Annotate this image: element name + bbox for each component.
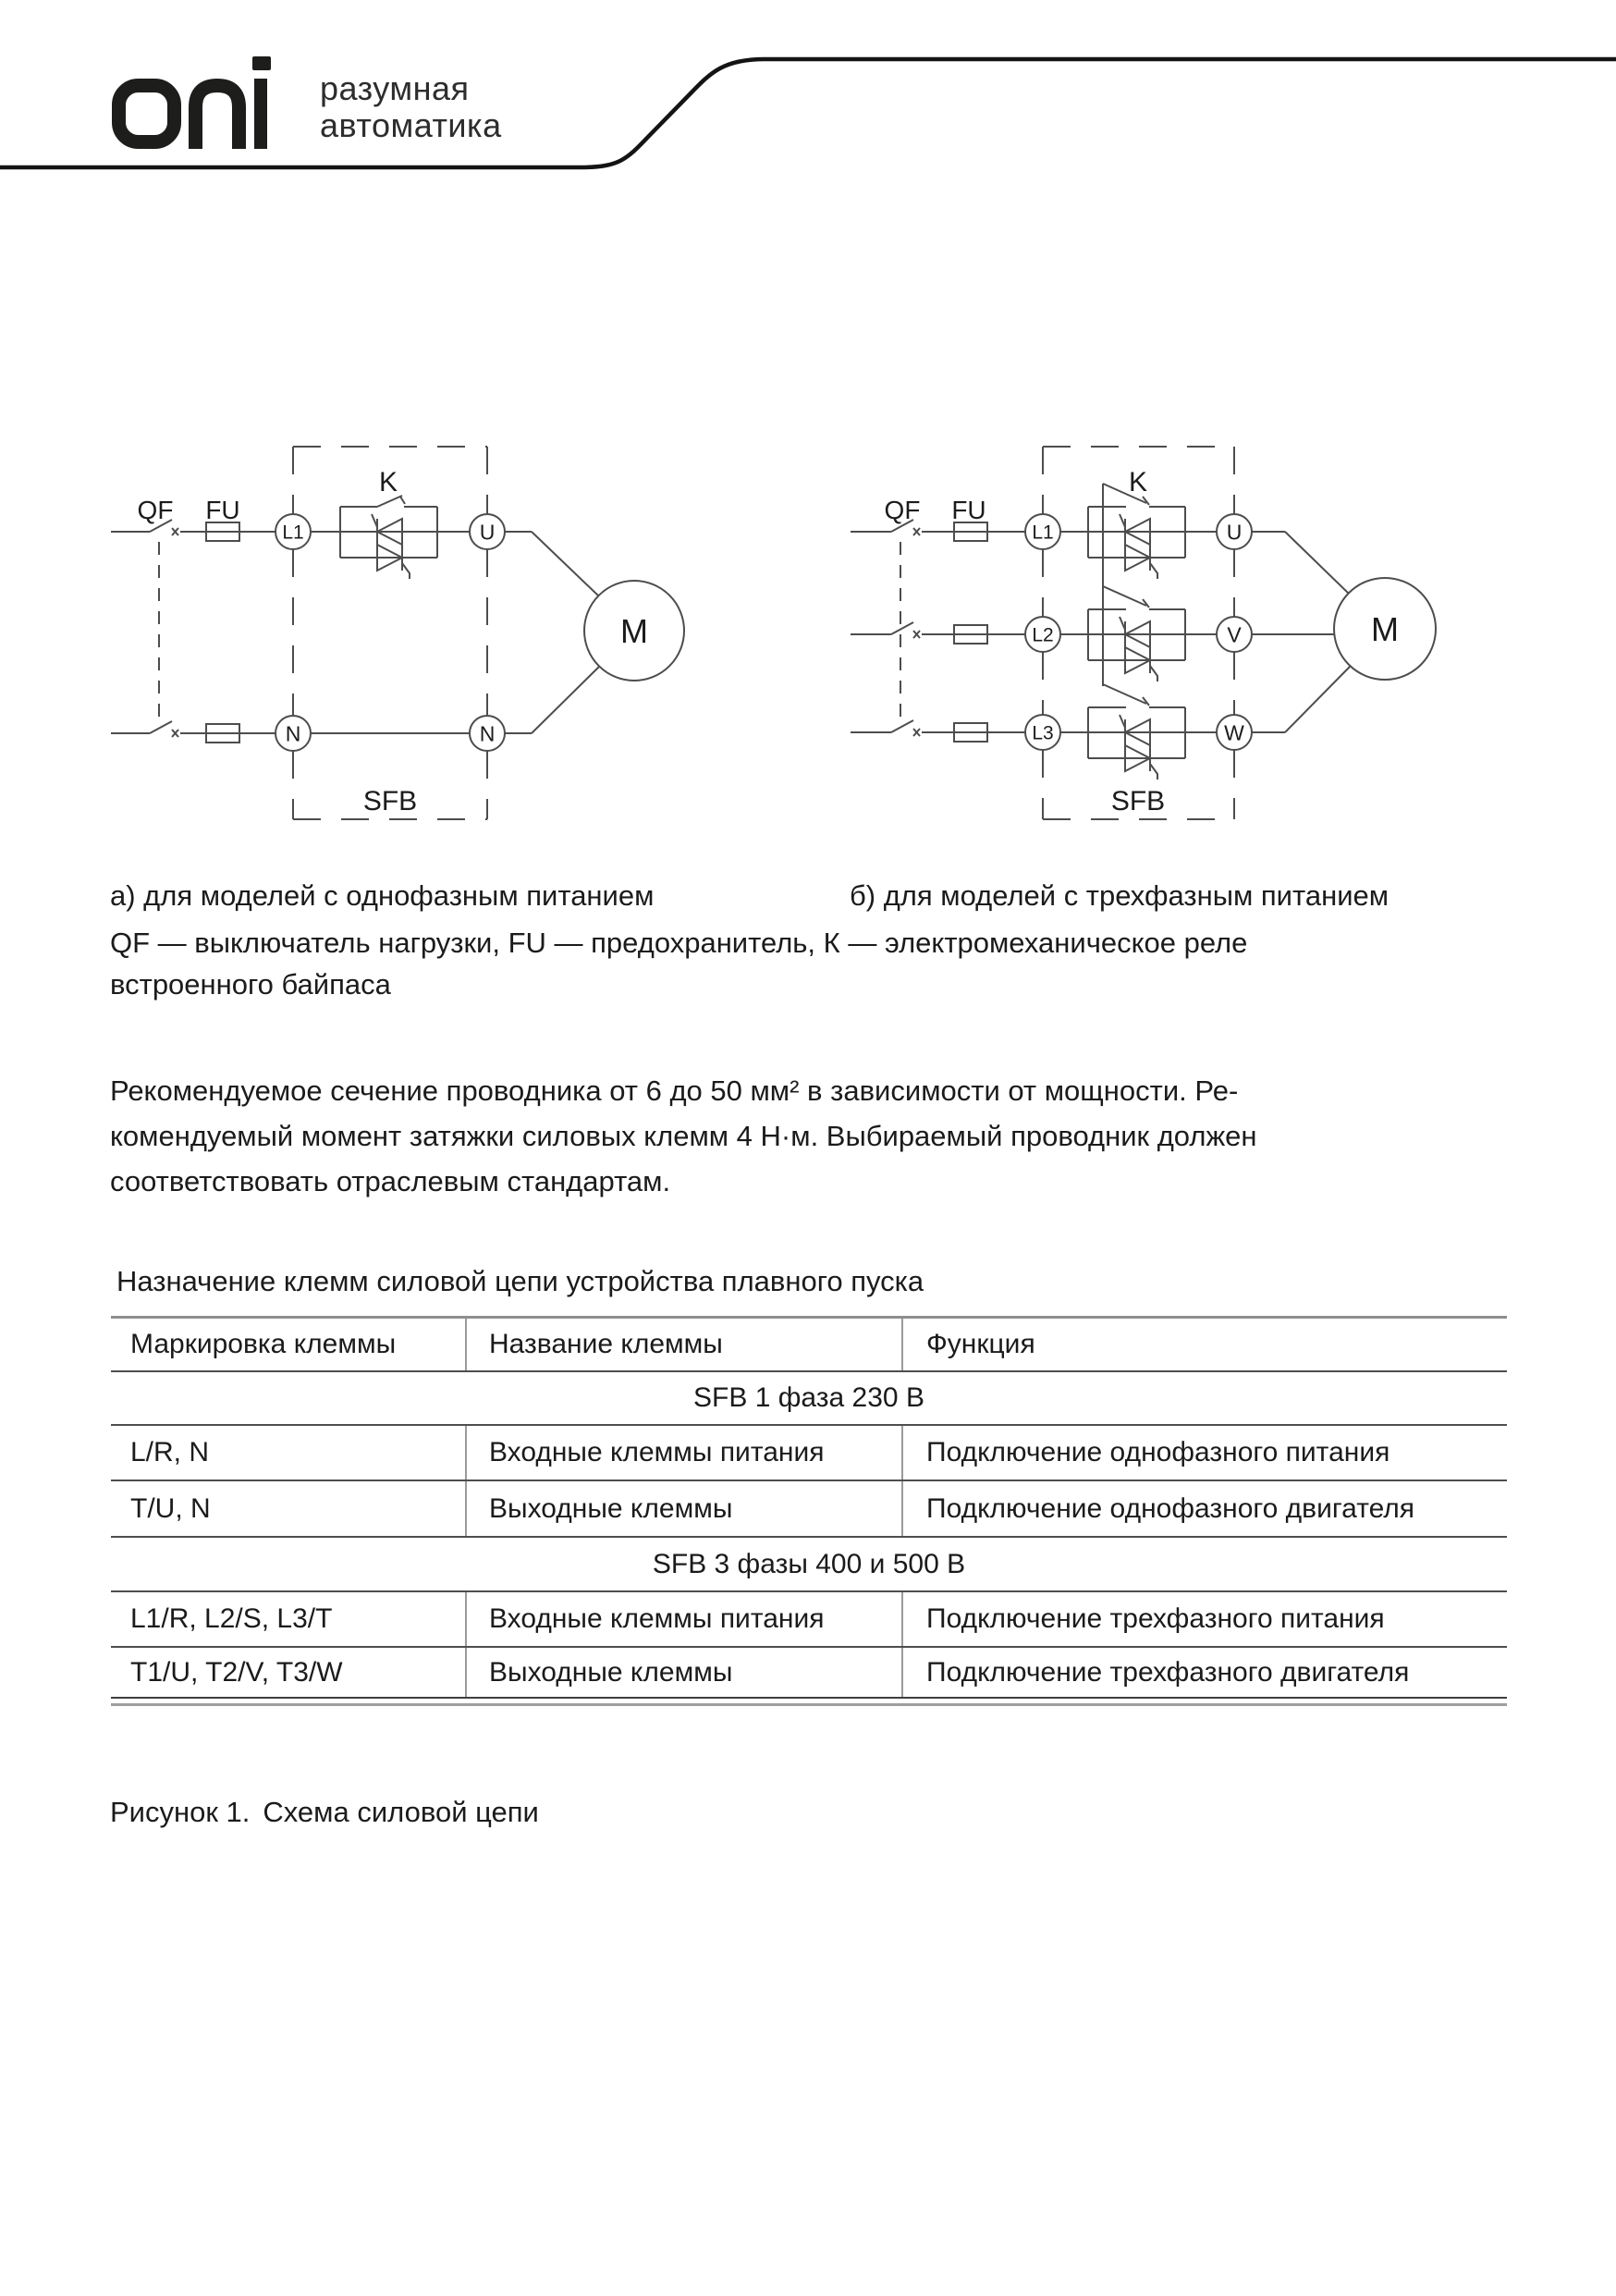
figure-caption-text: Схема силовой цепи: [263, 1796, 539, 1828]
figure-caption: [110, 1796, 539, 1829]
table-cell: Выходные клеммы: [465, 1648, 901, 1697]
terminal-L1-label: L1: [1032, 522, 1054, 544]
table-header-row: [111, 1319, 1507, 1370]
table-cell: Подключение однофазного питания: [901, 1426, 1507, 1480]
table-title: Назначение клемм силовой цепи устройства плавного пуска: [116, 1265, 924, 1297]
brand-line-1: разумная: [320, 69, 470, 107]
legend-line-2: встроенного байпаса: [110, 968, 391, 1001]
paragraph-line-3: соответствовать отраслевым стандартам.: [110, 1165, 671, 1197]
terminal-W-label: W: [1224, 720, 1244, 745]
terminal-N-in-label: N: [285, 721, 301, 746]
table-header-cell: Название клеммы: [465, 1319, 901, 1370]
table-row: [111, 1646, 1507, 1697]
table-section-row: [111, 1370, 1507, 1424]
table-bottom-rule: [111, 1703, 1507, 1706]
thyristor-bypass-module: [1088, 707, 1185, 780]
conductor-paragraph: [110, 1068, 1257, 1204]
figure-legend: [110, 922, 1247, 1005]
qf-label: QF: [137, 496, 174, 524]
qf-label: QF: [884, 496, 921, 524]
subcaption-a: а) для моделей с однофазным питанием: [110, 879, 655, 912]
table-section-title: SFB 1 фаза 230 В: [693, 1382, 924, 1413]
table-cell: L/R, N: [130, 1437, 210, 1467]
table-cell: T/U, N: [130, 1492, 211, 1524]
table-header-cell: Функция: [901, 1319, 1507, 1370]
thyristor-bypass-module: [340, 507, 437, 579]
k-label: K: [378, 467, 398, 497]
table-cell: Входные клеммы питания: [465, 1592, 901, 1646]
k-label: K: [1128, 467, 1148, 497]
table-header-cell: Маркировка клеммы: [130, 1329, 397, 1359]
subcaption-b: б) для моделей с трехфазным питанием: [850, 879, 1390, 912]
table-section-row: [111, 1536, 1507, 1590]
table-cell: Подключение трехфазного питания: [901, 1592, 1507, 1646]
table-cell: Подключение трехфазного двигателя: [901, 1648, 1507, 1697]
terminal-L2-label: L2: [1032, 624, 1054, 646]
table-cell: Выходные клеммы: [465, 1481, 901, 1536]
table-row: [111, 1590, 1507, 1646]
sfb-label: SFB: [362, 786, 418, 816]
brand-line-2: автоматика: [320, 106, 502, 144]
terminal-L3-label: L3: [1032, 722, 1054, 744]
fu-label: FU: [951, 496, 986, 524]
terminal-U-label: U: [479, 520, 496, 545]
table-row: [111, 1424, 1507, 1480]
terminal-L1-label: L1: [282, 522, 304, 544]
motor-label: M: [620, 612, 648, 650]
paragraph-line-2: комендуемый момент затяжки силовых клемм 4 Н·м. Выбираемый проводник должен: [110, 1120, 1257, 1152]
terminal-table: [111, 1316, 1507, 1699]
paragraph-line-1: Рекомендуемое сечение проводника от 6 до 50 мм² в зависимости от мощности. Ре-: [110, 1074, 1239, 1107]
terminal-N-out-label: N: [479, 721, 496, 746]
fu-label: FU: [205, 496, 240, 524]
table-cell: L1/R, L2/S, L3/T: [130, 1603, 333, 1634]
table-cell: Подключение однофазного двигателя: [901, 1481, 1507, 1536]
terminal-V-label: V: [1227, 622, 1242, 647]
legend-line-1: QF — выключатель нагрузки, FU — предохранитель, К — электромеханическое реле: [110, 927, 1248, 959]
circuit-diagrams: [0, 0, 1616, 878]
terminal-U-label: U: [1226, 520, 1243, 545]
diagram-single-phase: [111, 447, 684, 819]
table-row: [111, 1480, 1507, 1536]
table-cell: Входные клеммы питания: [465, 1426, 901, 1480]
table-cell: T1/U, T2/V, T3/W: [130, 1656, 343, 1688]
figure-caption-label: Рисунок 1.: [110, 1796, 251, 1828]
diagram-three-phase: [851, 447, 1436, 819]
sfb-label: SFB: [1110, 786, 1166, 816]
table-section-title: SFB 3 фазы 400 и 500 В: [652, 1548, 966, 1579]
motor-label: M: [1371, 610, 1399, 648]
